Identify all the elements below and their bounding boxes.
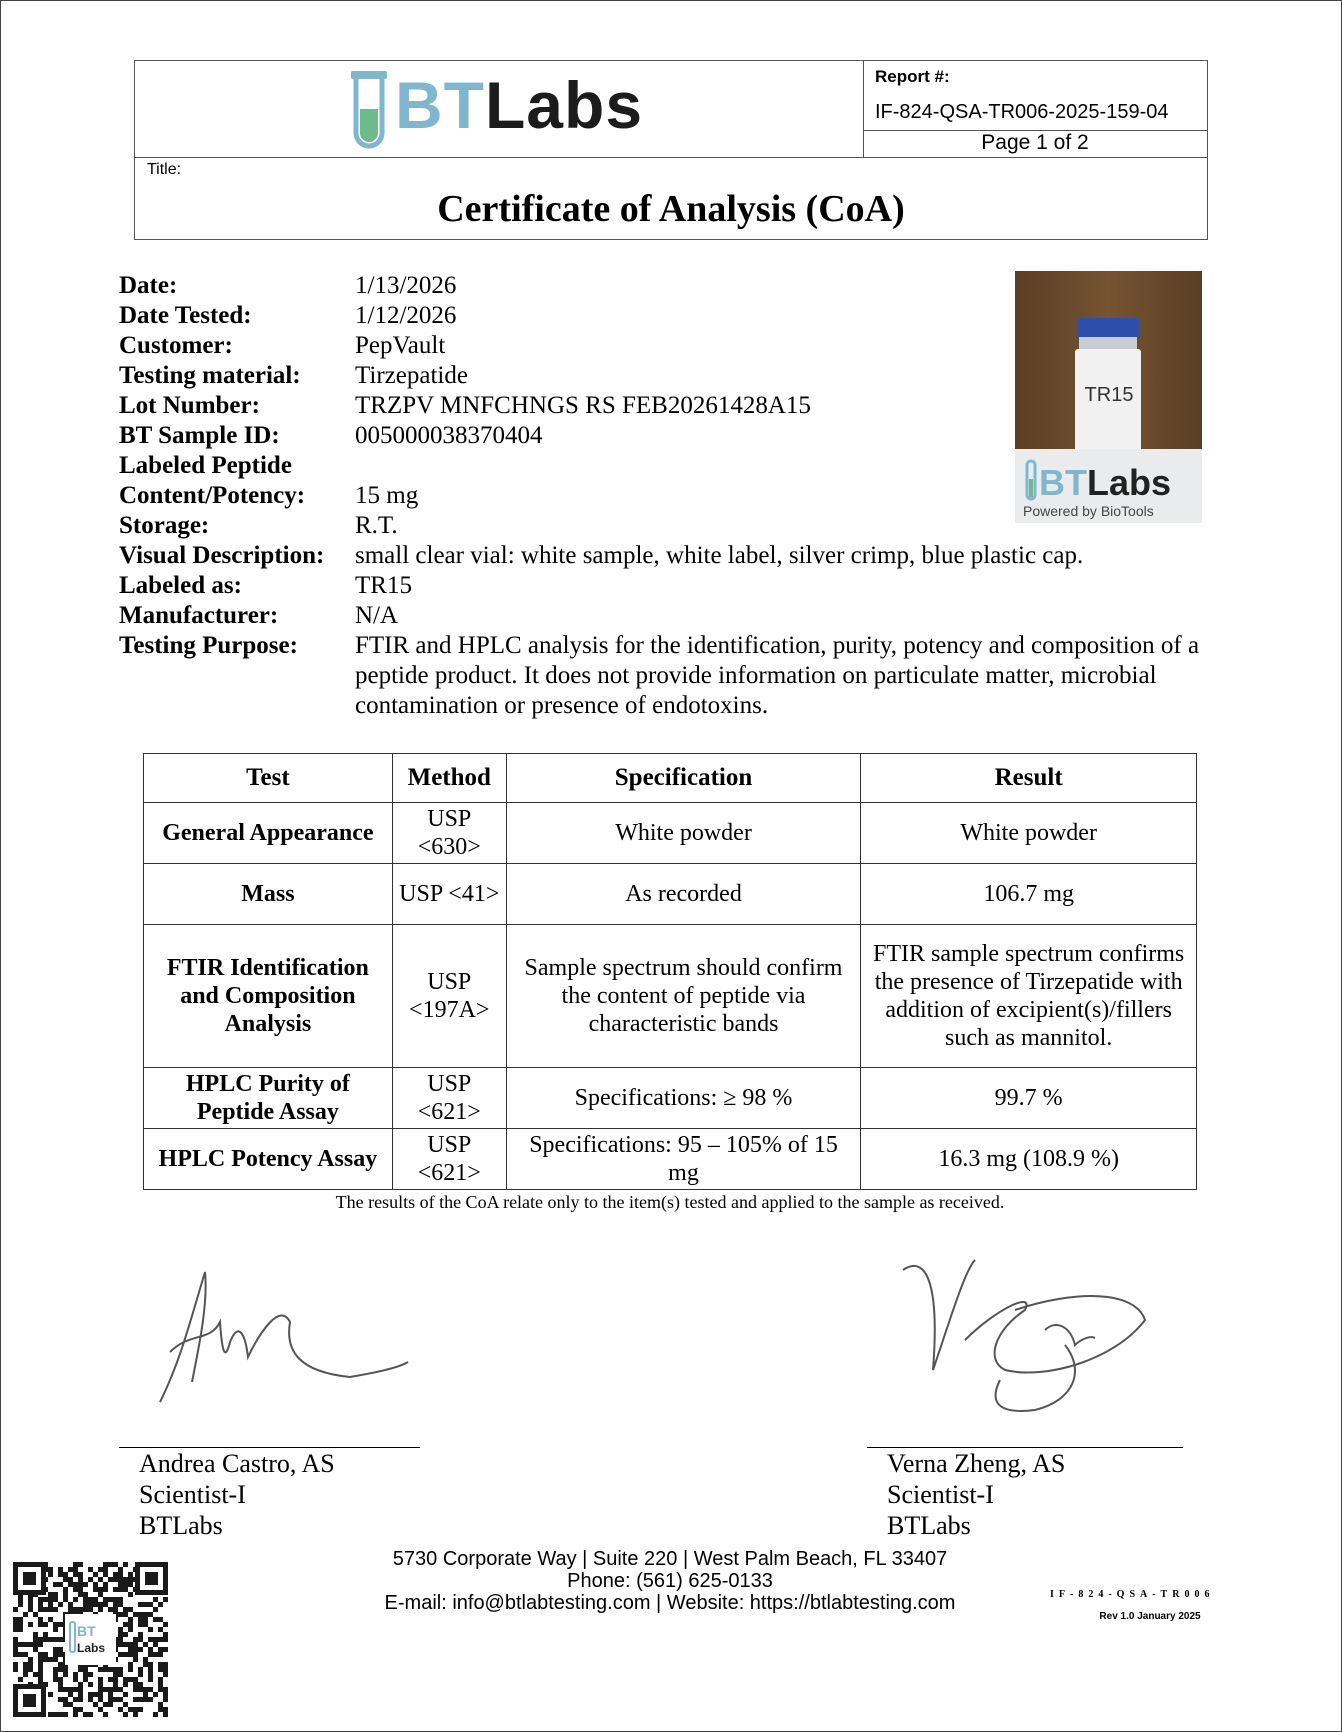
cell-method: USP <41> [392,864,506,925]
page-indicator: Page 1 of 2 [981,131,1089,154]
info-value: small clear vial: white sample, white label, silver crimp, blue plastic cap. [355,542,1084,569]
cell-test: HPLC Potency Assay [144,1129,393,1190]
table-row [144,864,1197,925]
info-value: 15 mg [355,482,419,509]
qr-code [13,1562,168,1717]
info-row-labeled-as [119,571,1239,601]
logo-labs: Labs [484,68,644,142]
cell-result: White powder [861,803,1197,864]
test-tube-icon [347,69,391,155]
title-label: Title: [147,161,182,178]
cell-method: USP <630> [392,803,506,864]
header-box [134,60,1208,240]
cell-result: 16.3 mg (108.9 %) [861,1129,1197,1190]
logo-bt: BT [395,68,485,142]
info-value: 1/13/2026 [355,272,457,299]
info-label: Testing material: [119,362,301,389]
cell-result: FTIR sample spectrum confirms the presence of Tirzepatide with addition of excipient(s)/fillers such as mannitol. [861,925,1197,1068]
col-header-specification: Specification [506,754,861,803]
info-value: 1/12/2026 [355,302,457,329]
cell-method: USP <621> [392,1068,506,1129]
photo-tagline: Powered by BioTools [1023,503,1154,519]
signatory-name: Andrea Castro, AS [139,1449,335,1478]
signature-andrea-castro [150,1262,420,1412]
info-label: Date Tested: [119,302,252,329]
table-footnote: The results of the CoA relate only to the item(s) tested and applied to the sample as received. [335,1192,1005,1212]
report-label: Report #: [875,67,950,86]
signatory-org: BTLabs [887,1511,971,1540]
info-row-visual [119,541,1239,571]
info-label: Date: [119,272,178,299]
table-row [144,1129,1197,1190]
cell-test: Mass [144,864,393,925]
info-label: Testing Purpose: [119,632,298,659]
photo-logo: BTLabs [1039,462,1172,503]
cell-test: HPLC Purity of Peptide Assay [144,1068,393,1129]
signature-verna-zheng [895,1250,1160,1420]
info-value: Tirzepatide [355,362,468,389]
info-label: Customer: [119,332,233,359]
vial-label: TR15 [1084,384,1134,406]
cell-test: FTIR Identification and Composition Analysis [144,925,393,1068]
col-header-result: Result [861,754,1197,803]
results-table [143,753,1197,1190]
signatory-right [887,1448,1065,1541]
btlabs-logo [347,65,727,155]
info-value: N/A [355,602,399,629]
table-row [144,803,1197,864]
cell-spec: Sample spectrum should confirm the content of peptide via characteristic bands [506,925,861,1068]
signatory-name: Verna Zheng, AS [887,1449,1066,1478]
signatory-org: BTLabs [139,1511,223,1540]
cell-spec: As recorded [506,864,861,925]
cell-spec: White powder [506,803,861,864]
address-line: 5730 Corporate Way | Suite 220 | West Palm Beach, FL 33407 [392,1548,948,1570]
cell-spec: Specifications: ≥ 98 % [506,1068,861,1129]
table-row [144,1068,1197,1129]
col-header-test: Test [144,754,393,803]
info-label: Content/Potency: [119,482,306,509]
sample-photo [1015,271,1202,523]
company-address [340,1548,1000,1614]
info-label: Labeled as: [119,572,242,599]
info-label: Visual Description: [119,542,325,569]
table-row [144,925,1197,1068]
contact-line: E-mail: info@btlabtesting.com | Website: https://btlabtesting.com [384,1592,956,1614]
info-row-manufacturer [119,601,1239,631]
info-value: PepVault [355,332,446,359]
form-code: IF-824-QSA-TR006 [1050,1589,1215,1600]
signatory-left [139,1448,335,1541]
signatory-title: Scientist-I [139,1480,246,1509]
info-value: 005000038370404 [355,422,543,449]
cell-spec: Specifications: 95 – 105% of 15 mg [506,1129,861,1190]
info-label: BT Sample ID: [119,422,280,449]
signatory-title: Scientist-I [887,1480,994,1509]
document-title: Certificate of Analysis (CoA) [437,188,905,230]
report-number: IF-824-QSA-TR006-2025-159-04 [875,101,1169,123]
cell-test: General Appearance [144,803,393,864]
info-label: Storage: [119,512,210,539]
cell-result: 106.7 mg [861,864,1197,925]
info-label: Lot Number: [119,392,260,419]
info-value: TR15 [355,572,412,599]
cell-method: USP <197A> [392,925,506,1068]
table-header-row [144,754,1197,803]
revision: Rev 1.0 January 2025 [1099,1611,1201,1622]
cell-result: 99.7 % [861,1068,1197,1129]
info-value: FTIR and HPLC analysis for the identification, purity, potency and composition of a peptide product. It does not provide information on particulate matter, microbial contamination or presence of endotoxins. [355,632,1200,719]
qr-logo-labs: Labs [77,1641,106,1655]
info-label: Manufacturer: [119,602,279,629]
qr-logo-bt: BT [77,1623,96,1639]
info-value: R.T. [355,512,398,539]
info-value: TRZPV MNFCHNGS RS FEB20261428A15 [355,392,811,419]
phone-line: Phone: (561) 625-0133 [567,1570,773,1592]
info-row-purpose [119,631,1239,721]
cell-method: USP <621> [392,1129,506,1190]
info-label: Labeled Peptide [119,452,292,479]
col-header-method: Method [392,754,506,803]
